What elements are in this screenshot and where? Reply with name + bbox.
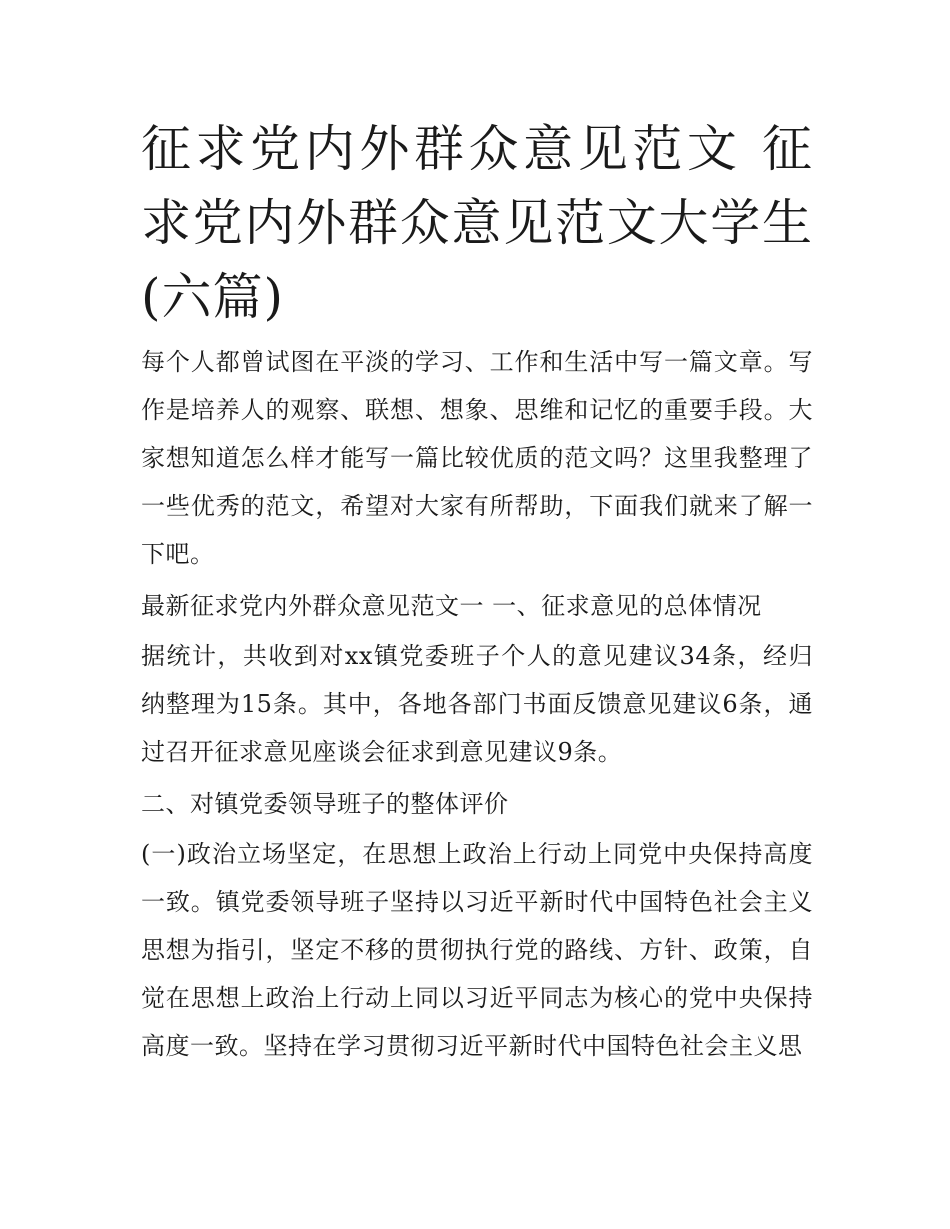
section-heading-1: 最新征求党内外群众意见范文一 一、征求意见的总体情况 — [141, 592, 762, 620]
evaluation-paragraph: (一)政治立场坚定，在思想上政治上行动上同党中央保持高度一致。镇党委领导班子坚持以习近平新时代中国特色社会主义思想为指引，坚定不移的贯彻执行党的路线、方针、政策，自觉在思想上政治上行动上同以习近平同志为核心的党中央保持高度一致。坚持在学习贯彻习近平新时代中国特色社会主义思 — [141, 840, 813, 1060]
statistics-paragraph: 据统计，共收到对xx镇党委班子个人的意见建议34条，经归纳整理为15条。其中，各地各部门书面反馈意见建议6条，通过召开征求意见座谈会征求到意见建议9条。 — [141, 642, 813, 766]
document-title: 征求党内外群众意见范文 征求党内外群众意见范文大学生(六篇) — [141, 120, 813, 326]
intro-paragraph: 每个人都曾试图在平淡的学习、工作和生活中写一篇文章。写作是培养人的观察、联想、想象、思维和记忆的重要手段。大家想知道怎么样才能写一篇比较优质的范文吗？这里我整理了一些优秀的范文，希望对大家有所帮助，下面我们就来了解一下吧。 — [141, 348, 813, 568]
document-page — [141, 112, 813, 1074]
section-heading-2: 二、对镇党委领导班子的整体评价 — [141, 790, 509, 818]
